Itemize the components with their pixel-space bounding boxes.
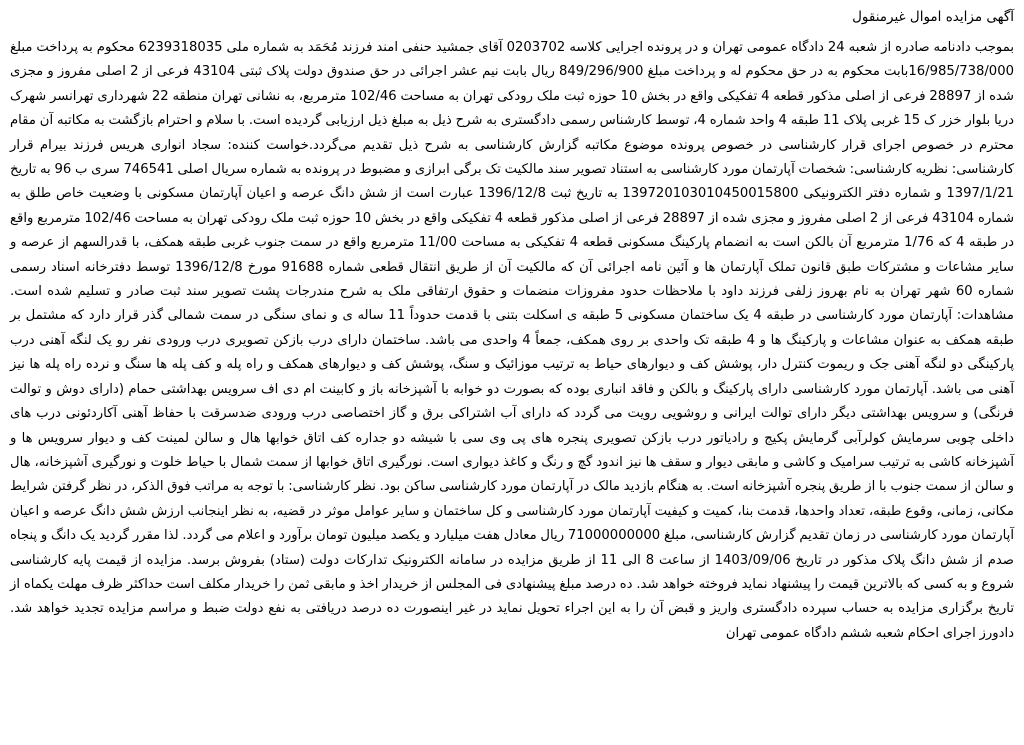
notice-body: بموجب دادنامه صادره از شعبه 24 دادگاه عمومی تهران و در پرونده اجرایی کلاسه 0203702 آقای جمشید حنفی امند فرزند مُحَمَد به شماره ملی 6239318035 محکوم به پرداخت مبلغ 16/985/738/000بابت محکوم به در حق محکوم له و پرداخت مبلغ 849/296/900 ریال بابت نیم عشر اجرائی در حق صندوق دولت پلاک ثبتی 43104 فرعی از 2 اصلی مفروز و مجزی شده از 28897 فرعی از اصلی مذکور قطعه 4 تفکیکی واقع در بخش 10 حوزه ثبت ملک رودکی تهران به مساحت 102/46 مترمربع، به نشانی تهران منطقه 22 شهرداری تهرانسر شهرک دریا بلوار خزر ک 15 غربی پلاک 11 طبقه 4 واحد شماره 4، توسط کارشناس رسمی دادگستری به شرح ذیل به مبلغ ذیل ارزیابی گردیده است. با سلام و احترام بازگشت به مکاتبه آن مقام محترم در خصوص اجرای قرار کارشناسی در خصوص پرونده موضوع مکاتبه گزارش کارشناسی به شرح ذیل تقدیم می‌گردد.خواست کننده: سجاد انواری هریس فرزند بیرام قرار کارشناسی: نظریه کارشناسی: شخصات آپارتمان مورد کارشناسی به استناد تصویر سند مالکیت تک برگی ابرازی و مضبوط در پرونده به شماره سریال اصلی 746541 سری ب 96 به تاریخ 1397/1/21 و شماره دفتر الکترونیکی 139720103010450015800 به تاریخ ثبت 1396/12/8 عبارت است از شش دانگ عرصه و اعیان آپارتمان مسکونی با وضعیت خاص طلق به شماره 43104 فرعی از 2 اصلی مفروز و مجزی شده از 28897 فرعی از اصلی مذکور قطعه 4 تفکیکی واقع در بخش 10 حوزه ثبت ملک رودکی تهران به مساحت 102/46 مترمربع واقع در طبقه 4 که 1/76 مترمربع آن بالکن است به انضمام پارکینگ مسکونی قطعه 4 تفکیکی به مساحت 11/00 مترمربع واقع در سمت جنوب غربی طبقه همکف، با قدرالسهم از عرصه و سایر مشاعات و مشترکات طبق قانون تملک آپارتمان ها و آئین نامه اجرائی آن که مالکیت آن از طریق انتقال قطعی شماره 91688 مورخ 1396/12/8 توسط دفترخانه اسناد رسمی شماره 60 شهر تهران به نام بهروز زلفی فرزند داود با ملاحظات حدود مفروزات منضمات و حقوق ارتفاقی ملک به شرح مندرجات پشت تصویر سند ثبت صادر و تسلیم شده است. مشاهدات: آپارتمان مورد کارشناسی در طبقه 4 یک ساختمان مسکونی 5 طبقه ی اسکلت بتنی با قدمت حدوداً 11 ساله ی و نمای سنگی در سمت شمالی گذر قرار دارد که مشتمل بر طبقه همکف به عنوان مشاعات و پارکینگ ها و 4 طبقه تک واحدی بر روی همکف، جمعاً 4 واحدی می باشد. ساختمان دارای درب بازکن تصویری درب ورودی نفر رو یک لنگه آهنی درب پارکینگی دو لنگه آهنی جک و ریموت کنترل دار، پوشش کف و دیوارهای حیاط به ترتیب موزائیک و سنگ، پوشش کف و دیوارهای همکف و راه پله و کف پله ها سنگ و نرده راه پله ها نیز آهنی می باشد. آپارتمان مورد کارشناسی دارای پارکینگ و بالکن و فاقد انباری بوده که بصورت دو خوابه با آشپزخانه باز و کابینت ام دی اف سرویس بهداشتی حمام (دارای دوش و توالت فرنگی) و سرویس بهداشتی دیگر دارای توالت ایرانی و روشویی رویت می گردد که دارای آب اشتراکی برق و گاز اختصاصی درب ورودی ضدسرقت با حفاظ آهنی آکاردئونی درب های داخلی چوبی سرمایش کولرآبی گرمایش پکیج و رادیاتور درب بازکن تصویری پنجره های پی وی سی با شیشه دو جداره کف اتاق خوابها هال و سالن لمینت کف و دیوار سرویس ها و آشپزخانه کاشی به ترتیب سرامیک و کاشی و مابقی دیوار و سقف ها نیز اندود گچ و رنگ و کاغذ دیواری است. نورگیری اتاق خوابها از سمت شمال با حیاط خلوت و نورگیری آشپزخانه، هال و سالن از سمت جنوب با از طریق پنجره آشپزخانه است. به هنگام بازدید مالک در آپارتمان مورد کارشناسی ساکن بود. نظر کارشناسی: با توجه به مراتب فوق الذکر، در نظر گرفتن شرایط مکانی، زمانی، وقوع طبقه، تعداد واحدها، قدمت بنا، کمیت و کیفیت آپارتمان مورد کارشناسی و کل ساختمان و سایر عوامل موثر در قضیه، به نظر اینجانب ارزش شش دانگ عرصه و اعیان آپارتمان مورد کارشناسی در زمان تقدیم گزارش کارشناسی، مبلغ 71000000000 ریال معادل هفت میلیارد و یکصد میلیون تومان برآورد و اعلام می گردد. لذا مقرر گردید یک دانگ و پنجاه صدم از شش دانگ پلاک مذکور در تاریخ 1403/09/06 از ساعت 8 الی 11 از طریق مزایده در سامانه الکترونیک تدارکات دولت (ستاد) بفروش برسد. مزایده از قیمت پایه کارشناسی شروع و به کسی که بالاترین قیمت را پیشنهاد نماید فروخته خواهد شد. ده درصد مبلغ پیشنهادی فی المجلس از خریدار اخذ و مابقی ثمن را خریدار مکلف است حداکثر ظرف مهلت یکماه از تاریخ برگزاری مزایده به حساب سپرده دادگستری واریز و قبض آن را به این اجراء تحویل نماید در غیر اینصورت ده درصد دریافتی به نفع دولت ضبط و مراسم مزایده تجدید خواهد شد. دادورز اجرای احکام شعبه ششم دادگاه عمومی تهران xyxy=(10,40,1015,641)
notice-title: آگهی مزایده اموال غیرمنقول xyxy=(852,9,1014,25)
